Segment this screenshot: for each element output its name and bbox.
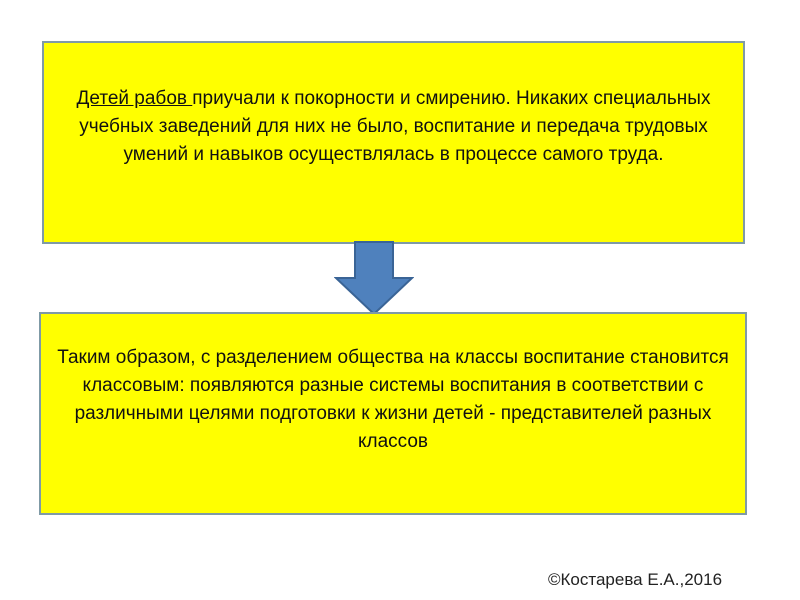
arrow-shape <box>336 242 412 314</box>
top-text-box <box>42 41 745 244</box>
top-box-underlined-lead: Детей рабов <box>76 87 193 109</box>
top-box-paragraph <box>58 85 729 169</box>
arrow-down-icon <box>334 240 414 316</box>
copyright-label: ©Костарева Е.А.,2016 <box>548 570 723 589</box>
bottom-box-text: Таким образом, с разделением общества на классы воспитание становится классовым: появляются разные системы воспитания в соответствии с различными целями подготовки к жизни детей - представителей разных классов <box>57 346 729 452</box>
bottom-text-box <box>39 312 747 515</box>
top-box-text: приучали к покорности и смирению. Никаких специальных учебных заведений для них не было, воспитание и передача трудовых умений и навыков осуществлялась в процессе самого труда. <box>79 87 711 165</box>
